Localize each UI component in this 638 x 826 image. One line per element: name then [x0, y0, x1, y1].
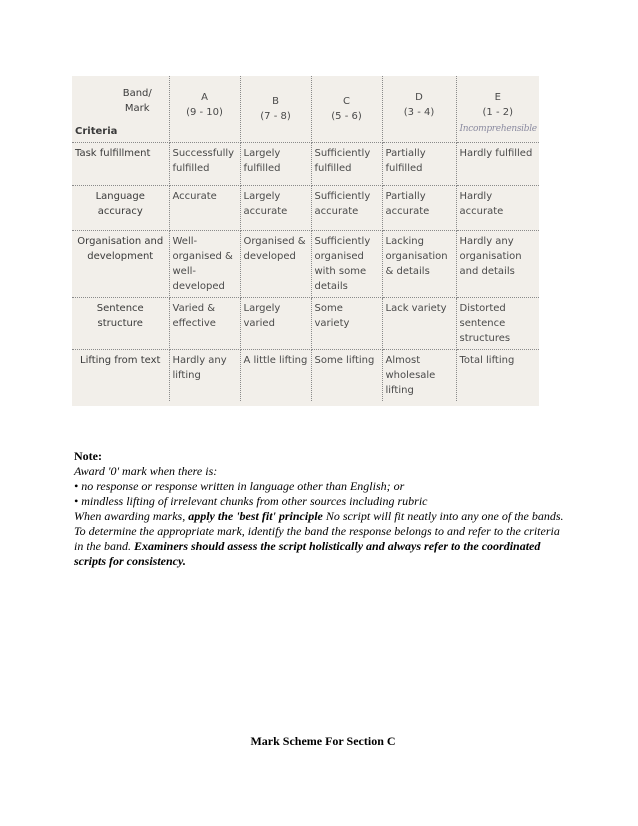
- rubric-cell: Sufficiently accurate: [311, 186, 382, 231]
- rubric-cell: Lack variety: [382, 298, 456, 350]
- band-header-d: [382, 76, 456, 143]
- note-section: [74, 449, 566, 569]
- note-intro: Award '0' mark when there is:: [74, 464, 218, 478]
- criterion-label: Lifting from text: [72, 350, 169, 402]
- rubric-cell: Accurate: [169, 186, 240, 231]
- band-letter: D: [415, 92, 423, 103]
- note-paragraph: [74, 509, 566, 569]
- rubric-cell: Largely accurate: [240, 186, 311, 231]
- rubric-cell: Hardly fulfilled: [456, 143, 539, 186]
- band-header-e: [456, 76, 539, 143]
- band-header-b: [240, 76, 311, 143]
- rubric-row: [72, 298, 539, 350]
- rubric-cell: A little lifting: [240, 350, 311, 402]
- rubric-row: [72, 350, 539, 402]
- note-bullet: • no response or response written in language other than English; or: [74, 479, 405, 493]
- band-range: (3 - 4): [403, 107, 435, 118]
- rubric-cell: Successfully fulfilled: [169, 143, 240, 186]
- band-range: (5 - 6): [331, 111, 362, 122]
- note-text: When awarding marks,: [74, 509, 189, 523]
- band-letter: B: [272, 96, 279, 107]
- criterion-label: Language accuracy: [72, 186, 169, 231]
- rubric-cell: Sufficiently fulfilled: [311, 143, 382, 186]
- rubric-cell: Varied & effective: [169, 298, 240, 350]
- rubric-cell: Hardly any lifting: [169, 350, 240, 402]
- note-text: No script will fit neatly into any one of the bands. To determine the appropriate mark, identify the band the response belongs to and refer to the criteria in the band.: [74, 509, 564, 553]
- criterion-label: Task fulfillment: [72, 143, 169, 186]
- rubric-cell: Organised & developed: [240, 231, 311, 298]
- rubric-cell: Lacking organisation & details: [382, 231, 456, 298]
- rubric-cell: Hardly any organisation and details: [456, 231, 539, 298]
- rubric-cell: Almost wholesale lifting: [382, 350, 456, 402]
- note-title: Note:: [74, 449, 102, 463]
- rubric-table: [72, 76, 539, 401]
- note-emphasis: Examiners should assess the script holistically and always refer to the coordinated scripts for consistency.: [74, 539, 541, 568]
- band-mark-criteria-cell: [72, 76, 169, 143]
- rubric-cell: Partially accurate: [382, 186, 456, 231]
- rubric-cell: Largely varied: [240, 298, 311, 350]
- band-range: (1 - 2): [482, 107, 513, 118]
- rubric-cell: Some variety: [311, 298, 382, 350]
- rubric-row: [72, 143, 539, 186]
- band-range: (7 - 8): [260, 111, 291, 122]
- rubric-cell: Distorted sentence structures: [456, 298, 539, 350]
- band-header-c: [311, 76, 382, 143]
- rubric-cell: Well-organised & well-developed: [169, 231, 240, 298]
- rubric-cell: Largely fulfilled: [240, 143, 311, 186]
- band-letter: A: [201, 92, 208, 103]
- rubric-scan: [72, 76, 539, 406]
- band-letter: E: [494, 92, 501, 103]
- note-bullet: • mindless lifting of irrelevant chunks from other sources including rubric: [74, 494, 428, 508]
- criterion-label: Sentence structure: [72, 298, 169, 350]
- rubric-cell: Partially fulfilled: [382, 143, 456, 186]
- page-footer-title: Mark Scheme For Section C: [250, 734, 396, 748]
- rubric-cell: Sufficiently organised with some details: [311, 231, 382, 298]
- rubric-cell: Total lifting: [456, 350, 539, 402]
- band-header-a: [169, 76, 240, 143]
- rubric-header-row: [72, 76, 539, 143]
- rubric-cell: Hardly accurate: [456, 186, 539, 231]
- rubric-cell: Some lifting: [311, 350, 382, 402]
- rubric-row: [72, 231, 539, 298]
- note-emphasis: apply the 'best fit' principle: [188, 509, 323, 523]
- criterion-label: Organisation and development: [72, 231, 169, 298]
- criteria-label: Criteria: [75, 126, 118, 137]
- band-range: (9 - 10): [186, 107, 223, 118]
- handwritten-note: Incomprehensible: [459, 124, 537, 134]
- rubric-row: [72, 186, 539, 231]
- band-mark-label: Band/ Mark: [122, 88, 152, 114]
- band-letter: C: [343, 96, 350, 107]
